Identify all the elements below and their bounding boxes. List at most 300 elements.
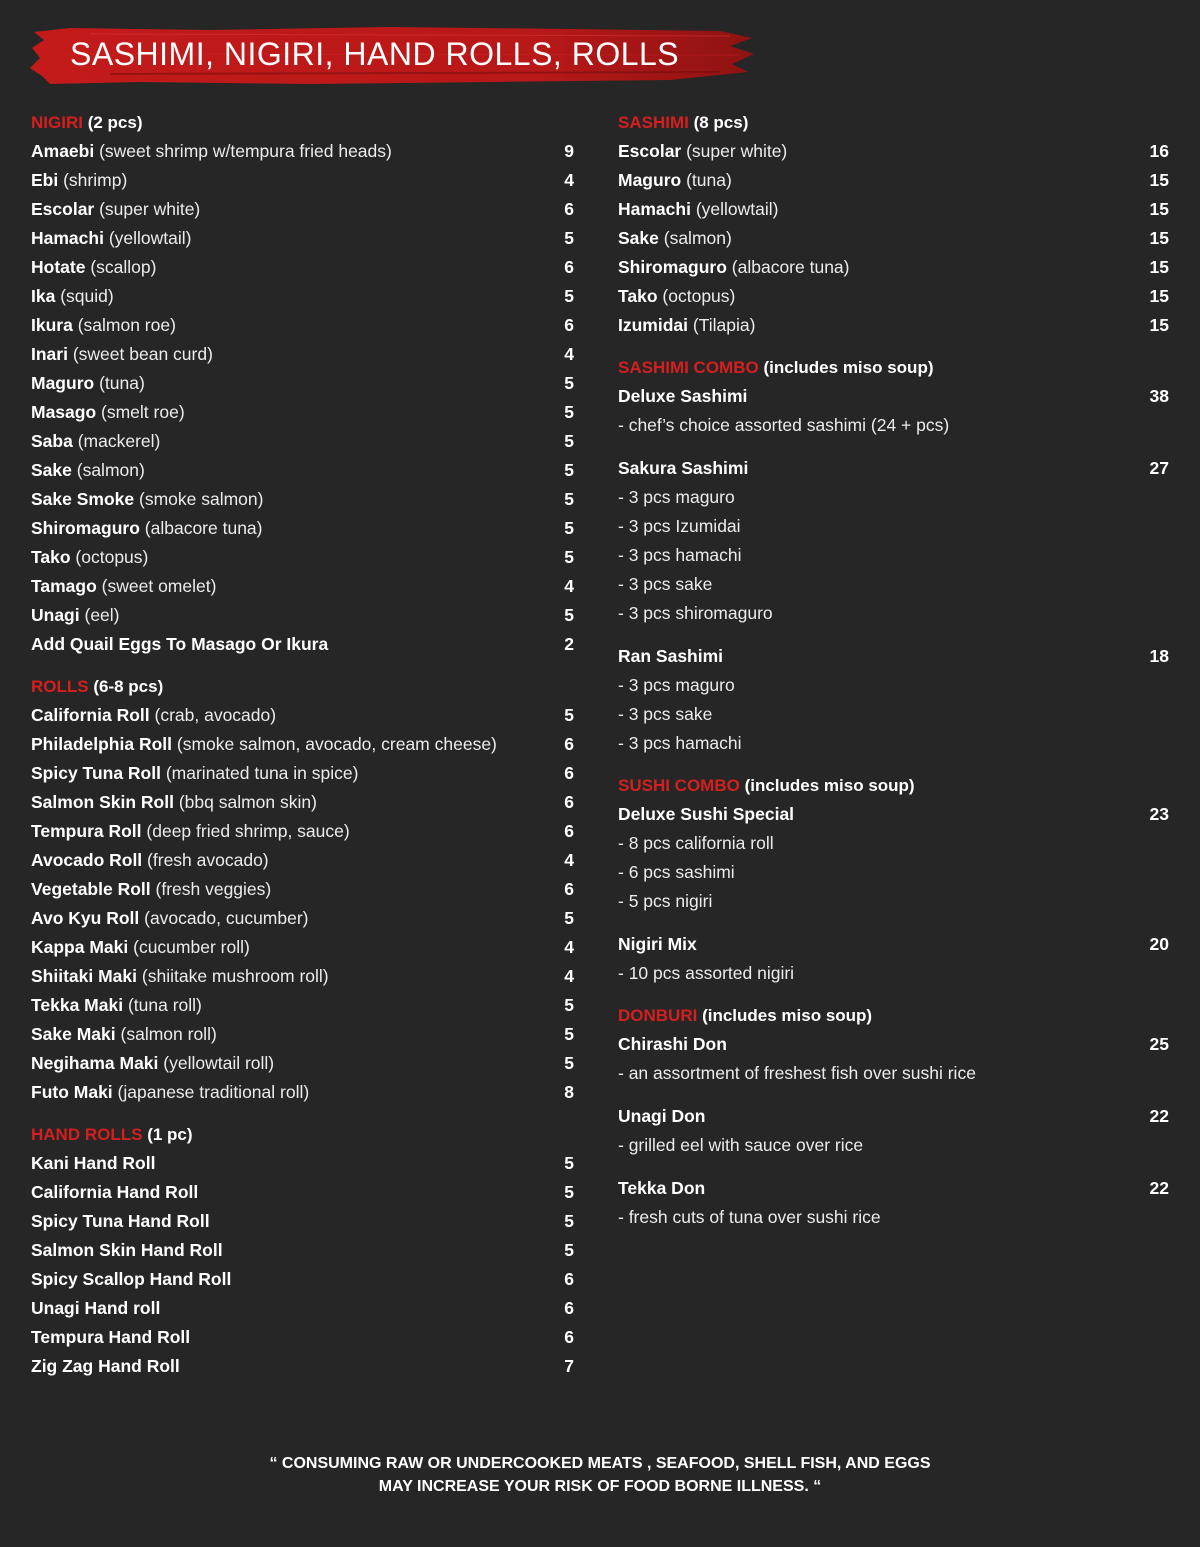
menu-item-label: [31, 141, 392, 162]
menu-item-label: [31, 489, 263, 510]
menu-item-label: [31, 908, 309, 929]
item-name: Shiromaguro: [618, 257, 727, 277]
item-name: Tamago: [31, 576, 97, 596]
menu-item-label: [618, 257, 850, 278]
menu-item-label: [31, 1327, 190, 1348]
hand-rolls-section: [31, 1120, 574, 1381]
combo-name: Deluxe Sashimi: [618, 386, 748, 406]
combo-header: [618, 930, 1169, 959]
item-name: Avocado Roll: [31, 850, 143, 870]
menu-item-label: [31, 1356, 180, 1377]
disclaimer-line: MAY INCREASE YOUR RISK OF FOOD BORNE ILLNESS. “: [378, 1478, 822, 1495]
item-description: (smoke salmon): [139, 489, 264, 509]
section-title: ROLLS: [31, 677, 89, 696]
menu-item: [31, 933, 574, 962]
combo-header: [618, 1030, 1169, 1059]
menu-item: [618, 224, 1169, 253]
item-description: (Tilapia): [692, 315, 756, 335]
combo-price: 38: [1149, 386, 1169, 406]
menu-item-label: [31, 937, 250, 958]
item-name: Shiitaki Maki: [31, 966, 138, 986]
item-name: Masago: [31, 402, 97, 422]
item-description: (octopus): [75, 547, 149, 567]
section-heading: [618, 1001, 1169, 1030]
combo-price: 22: [1149, 1178, 1169, 1198]
menu-item: [31, 166, 574, 195]
item-name: Tako: [31, 547, 71, 567]
item-name: Spicy Scallop Hand Roll: [31, 1269, 232, 1289]
combo-detail-line: - 3 pcs sake: [618, 574, 713, 594]
item-name: Negihama Maki: [31, 1053, 159, 1073]
item-name: Futo Maki: [31, 1082, 113, 1102]
section-heading: [31, 108, 574, 137]
item-description: (eel): [84, 605, 120, 625]
item-name: Unagi: [31, 605, 80, 625]
section-title: HAND ROLLS: [31, 1125, 143, 1144]
menu-item-label: [31, 634, 328, 655]
menu-item-label: [31, 460, 145, 481]
item-price: 6: [564, 763, 574, 783]
menu-item-label: [618, 199, 778, 220]
item-price: 6: [564, 792, 574, 812]
item-price: 16: [1149, 141, 1169, 161]
menu-item-label: [31, 1240, 223, 1261]
item-description: (octopus): [662, 286, 736, 306]
menu-item-label: [31, 199, 200, 220]
combo-name: Sakura Sashimi: [618, 458, 749, 478]
rolls-section: [31, 672, 574, 1107]
item-description: (yellowtail roll): [163, 1053, 275, 1073]
menu-item: [31, 817, 574, 846]
item-price: 6: [564, 1269, 574, 1289]
menu-item: [31, 1207, 574, 1236]
item-price: 15: [1149, 228, 1169, 248]
combo-header: [618, 382, 1169, 411]
donburi-section: [618, 1001, 1169, 1232]
item-name: Hamachi: [618, 199, 691, 219]
item-price: 2: [564, 634, 574, 654]
menu-item: [31, 601, 574, 630]
item-description: (smelt roe): [101, 402, 185, 422]
combo-name: Chirashi Don: [618, 1034, 727, 1054]
item-price: 6: [564, 879, 574, 899]
menu-item: [31, 991, 574, 1020]
item-price: 6: [564, 1327, 574, 1347]
menu-item-label: [31, 792, 317, 813]
item-price: 5: [564, 228, 574, 248]
item-price: 15: [1149, 170, 1169, 190]
menu-item-label: [618, 228, 732, 249]
item-name: Ikura: [31, 315, 73, 335]
section-heading: [31, 672, 574, 701]
menu-item-label: [31, 315, 176, 336]
menu-item-label: [31, 576, 216, 597]
combo-detail-line: - 10 pcs assorted nigiri: [618, 963, 795, 983]
item-price: 5: [564, 460, 574, 480]
item-price: 5: [564, 547, 574, 567]
item-price: 4: [564, 966, 574, 986]
menu-item-label: [31, 431, 160, 452]
item-price: 7: [564, 1356, 574, 1376]
item-price: 5: [564, 402, 574, 422]
item-description: (fresh avocado): [147, 850, 269, 870]
menu-item: [31, 253, 574, 282]
item-price: 5: [564, 489, 574, 509]
menu-item: [31, 846, 574, 875]
menu-item: [31, 1236, 574, 1265]
section-heading: [31, 1120, 574, 1149]
item-name: Inari: [31, 344, 68, 364]
menu-item-label: [31, 995, 202, 1016]
menu-item-label: [31, 402, 185, 423]
menu-item-label: [31, 763, 358, 784]
item-description: (avocado, cucumber): [144, 908, 309, 928]
menu-item: [31, 224, 574, 253]
combo-price: 20: [1149, 934, 1169, 954]
item-price: 15: [1149, 315, 1169, 335]
item-description: (albacore tuna): [144, 518, 263, 538]
item-price: 5: [564, 518, 574, 538]
menu-item-label: [31, 518, 263, 539]
menu-item: [31, 137, 574, 166]
menu-item-label: [31, 1298, 160, 1319]
item-price: 5: [564, 705, 574, 725]
menu-item: [31, 630, 574, 659]
combo-detail-line: - chef’s choice assorted sashimi (24 + pcs): [618, 415, 950, 435]
combo-item: [618, 1102, 1169, 1160]
left-column: [31, 108, 574, 1394]
item-name: Sake: [31, 460, 72, 480]
item-price: 15: [1149, 257, 1169, 277]
item-name: Tempura Roll: [31, 821, 142, 841]
combo-name: Nigiri Mix: [618, 934, 697, 954]
combo-price: 22: [1149, 1106, 1169, 1126]
menu-item: [31, 1078, 574, 1107]
item-name: Ika: [31, 286, 56, 306]
item-description: (cucumber roll): [133, 937, 250, 957]
item-description: (crab, avocado): [154, 705, 277, 725]
menu-item: [31, 1178, 574, 1207]
combo-item: [618, 1174, 1169, 1232]
item-name: Spicy Tuna Hand Roll: [31, 1211, 210, 1231]
item-price: 4: [564, 850, 574, 870]
sashimi-section: [618, 108, 1169, 340]
item-name: Sake Maki: [31, 1024, 116, 1044]
item-price: 6: [564, 821, 574, 841]
menu-item: [31, 1294, 574, 1323]
section-note: (6-8 pcs): [93, 677, 164, 696]
menu-item-label: [31, 850, 269, 871]
combo-price: 23: [1149, 804, 1169, 824]
combo-detail-line: - 8 pcs california roll: [618, 833, 774, 853]
menu-item: [31, 701, 574, 730]
item-name: Philadelphia Roll: [31, 734, 172, 754]
item-description: (deep fried shrimp, sauce): [146, 821, 350, 841]
item-price: 15: [1149, 199, 1169, 219]
item-price: 5: [564, 1211, 574, 1231]
menu-item-label: [31, 286, 114, 307]
item-price: 6: [564, 1298, 574, 1318]
item-price: 9: [564, 141, 574, 161]
item-name: Add Quail Eggs To Masago Or Ikura: [31, 634, 329, 654]
item-name: Escolar: [31, 199, 95, 219]
item-name: Shiromaguro: [31, 518, 140, 538]
section-note: (8 pcs): [693, 113, 749, 132]
item-name: Sake: [618, 228, 659, 248]
section-note: (2 pcs): [87, 113, 143, 132]
item-name: Ebi: [31, 170, 59, 190]
item-description: (shrimp): [63, 170, 128, 190]
menu-item-label: [31, 879, 271, 900]
section-heading: [618, 108, 1169, 137]
item-description: (tuna): [686, 170, 732, 190]
item-name: California Hand Roll: [31, 1182, 199, 1202]
menu-item-label: [31, 257, 156, 278]
combo-name: Ran Sashimi: [618, 646, 724, 666]
menu-item-label: [31, 1153, 155, 1174]
menu-item-label: [31, 547, 148, 568]
combo-item: [618, 930, 1169, 988]
combo-name: Deluxe Sushi Special: [618, 804, 795, 824]
item-price: 5: [564, 1182, 574, 1202]
combo-detail-line: - fresh cuts of tuna over sushi rice: [618, 1207, 881, 1227]
menu-item: [31, 1149, 574, 1178]
item-price: 5: [564, 908, 574, 928]
item-description: (sweet omelet): [101, 576, 217, 596]
combo-item: [618, 1030, 1169, 1088]
item-name: Tekka Maki: [31, 995, 124, 1015]
menu-item: [618, 282, 1169, 311]
combo-price: 18: [1149, 646, 1169, 666]
item-price: 4: [564, 170, 574, 190]
menu-item: [618, 195, 1169, 224]
item-name: Hotate: [31, 257, 86, 277]
item-description: (bbq salmon skin): [178, 792, 317, 812]
menu-item-label: [31, 966, 329, 987]
item-description: (scallop): [90, 257, 157, 277]
menu-item: [31, 759, 574, 788]
item-name: Izumidai: [618, 315, 689, 335]
item-price: 6: [564, 734, 574, 754]
menu-item: [31, 1323, 574, 1352]
nigiri-section: [31, 108, 574, 659]
item-name: Amaebi: [31, 141, 95, 161]
menu-item-label: [31, 1269, 231, 1290]
item-name: Tako: [618, 286, 658, 306]
combo-detail-line: - 3 pcs Izumidai: [618, 516, 741, 536]
menu-item-label: [31, 373, 145, 394]
combo-detail-line: - 3 pcs maguro: [618, 675, 735, 695]
combo-item: [618, 454, 1169, 628]
item-description: (salmon): [76, 460, 145, 480]
sashimi-combo-section: [618, 353, 1169, 758]
menu-item: [618, 311, 1169, 340]
menu-item: [31, 788, 574, 817]
menu-item: [31, 398, 574, 427]
item-description: (albacore tuna): [731, 257, 850, 277]
combo-detail-line: - grilled eel with sauce over rice: [618, 1135, 864, 1155]
item-name: Saba: [31, 431, 73, 451]
combo-header: [618, 642, 1169, 671]
section-note: (includes miso soup): [702, 1006, 873, 1025]
item-description: (super white): [99, 199, 201, 219]
item-price: 5: [564, 1024, 574, 1044]
item-price: 5: [564, 1153, 574, 1173]
menu-item-label: [31, 1053, 274, 1074]
menu-item-label: [31, 705, 276, 726]
menu-item-label: [618, 315, 755, 336]
menu-item: [31, 904, 574, 933]
combo-detail-line: - an assortment of freshest fish over sushi rice: [618, 1063, 976, 1083]
menu-item-label: [31, 1211, 210, 1232]
item-name: Kappa Maki: [31, 937, 129, 957]
combo-name: Tekka Don: [618, 1178, 706, 1198]
menu-item: [31, 369, 574, 398]
menu-item-label: [31, 1024, 217, 1045]
menu-item: [31, 485, 574, 514]
item-description: (shiitake mushroom roll): [141, 966, 329, 986]
menu-item-label: [31, 605, 120, 626]
section-note: (1 pc): [147, 1125, 193, 1144]
item-description: (salmon roll): [120, 1024, 217, 1044]
menu-item: [31, 962, 574, 991]
item-price: 6: [564, 257, 574, 277]
item-name: Vegetable Roll: [31, 879, 151, 899]
combo-price: 27: [1149, 458, 1169, 478]
item-description: (sweet bean curd): [72, 344, 213, 364]
item-price: 8: [564, 1082, 574, 1102]
item-price: 6: [564, 315, 574, 335]
section-title: SASHIMI: [618, 113, 689, 132]
section-heading: [618, 353, 1169, 382]
menu-item: [31, 1265, 574, 1294]
item-price: 6: [564, 199, 574, 219]
item-name: Kani Hand Roll: [31, 1153, 156, 1173]
section-title: SASHIMI COMBO: [618, 358, 759, 377]
menu-item: [618, 166, 1169, 195]
combo-item: [618, 382, 1169, 440]
combo-detail-line: - 3 pcs hamachi: [618, 733, 742, 753]
combo-item: [618, 642, 1169, 758]
menu-item-label: [31, 170, 127, 191]
menu-item: [31, 311, 574, 340]
item-name: Salmon Skin Hand Roll: [31, 1240, 223, 1260]
combo-detail-line: - 3 pcs maguro: [618, 487, 735, 507]
item-price: 4: [564, 576, 574, 596]
menu-item-label: [618, 170, 732, 191]
menu-item: [31, 875, 574, 904]
item-description: (super white): [686, 141, 788, 161]
menu-item: [31, 1352, 574, 1381]
sushi-combo-section: [618, 771, 1169, 988]
item-description: (tuna): [99, 373, 145, 393]
combo-header: [618, 454, 1169, 483]
combo-detail-line: - 5 pcs nigiri: [618, 891, 713, 911]
combo-detail-line: - 3 pcs hamachi: [618, 545, 742, 565]
item-name: Zig Zag Hand Roll: [31, 1356, 180, 1376]
section-note: (includes miso soup): [763, 358, 934, 377]
combo-header: [618, 1174, 1169, 1203]
item-description: (fresh veggies): [155, 879, 272, 899]
item-name: Maguro: [31, 373, 95, 393]
item-description: (marinated tuna in spice): [165, 763, 359, 783]
item-price: 4: [564, 937, 574, 957]
menu-item-label: [31, 821, 350, 842]
food-safety-disclaimer: [0, 1452, 1200, 1498]
menu-item-label: [618, 141, 787, 162]
menu-item-label: [31, 734, 497, 755]
right-column: [618, 108, 1169, 1245]
item-description: (squid): [60, 286, 114, 306]
item-price: 5: [564, 286, 574, 306]
menu-item-label: [618, 286, 735, 307]
item-price: 5: [564, 1240, 574, 1260]
page-title: SASHIMI, NIGIRI, HAND ROLLS, ROLLS: [70, 36, 680, 72]
section-title: SUSHI COMBO: [618, 776, 740, 795]
item-price: 5: [564, 431, 574, 451]
menu-item: [31, 572, 574, 601]
menu-item: [31, 1020, 574, 1049]
item-description: (smoke salmon, avocado, cream cheese): [176, 734, 497, 754]
combo-detail-line: - 3 pcs sake: [618, 704, 713, 724]
menu-item: [31, 730, 574, 759]
menu-item: [31, 543, 574, 572]
menu-item-label: [31, 228, 191, 249]
combo-header: [618, 1102, 1169, 1131]
item-description: (tuna roll): [127, 995, 202, 1015]
item-description: (japanese traditional roll): [117, 1082, 310, 1102]
menu-item: [31, 427, 574, 456]
section-title: NIGIRI: [31, 113, 83, 132]
menu-item-label: [31, 1182, 198, 1203]
section-title: DONBURI: [618, 1006, 698, 1025]
menu-item: [31, 456, 574, 485]
combo-item: [618, 800, 1169, 916]
menu-item-label: [31, 1082, 309, 1103]
item-price: 5: [564, 995, 574, 1015]
item-description: (yellowtail): [695, 199, 779, 219]
item-name: Escolar: [618, 141, 682, 161]
item-name: Unagi Hand roll: [31, 1298, 161, 1318]
item-price: 5: [564, 605, 574, 625]
combo-detail-line: - 3 pcs shiromaguro: [618, 603, 773, 623]
menu-item: [31, 195, 574, 224]
combo-header: [618, 800, 1169, 829]
combo-name: Unagi Don: [618, 1106, 706, 1126]
menu-item: [31, 340, 574, 369]
item-name: California Roll: [31, 705, 150, 725]
menu-item-label: [31, 344, 213, 365]
item-price: 4: [564, 344, 574, 364]
item-name: Salmon Skin Roll: [31, 792, 174, 812]
item-price: 5: [564, 373, 574, 393]
section-heading: [618, 771, 1169, 800]
item-price: 15: [1149, 286, 1169, 306]
combo-detail-line: - 6 pcs sashimi: [618, 862, 735, 882]
menu-item: [618, 253, 1169, 282]
item-price: 5: [564, 1053, 574, 1073]
item-name: Spicy Tuna Roll: [31, 763, 161, 783]
item-description: (salmon): [663, 228, 732, 248]
title-banner: [30, 24, 755, 86]
item-description: (sweet shrimp w/tempura fried heads): [99, 141, 392, 161]
item-name: Maguro: [618, 170, 682, 190]
menu-item: [31, 514, 574, 543]
item-name: Sake Smoke: [31, 489, 135, 509]
menu-item: [618, 137, 1169, 166]
item-description: (mackerel): [77, 431, 161, 451]
menu-item: [31, 282, 574, 311]
